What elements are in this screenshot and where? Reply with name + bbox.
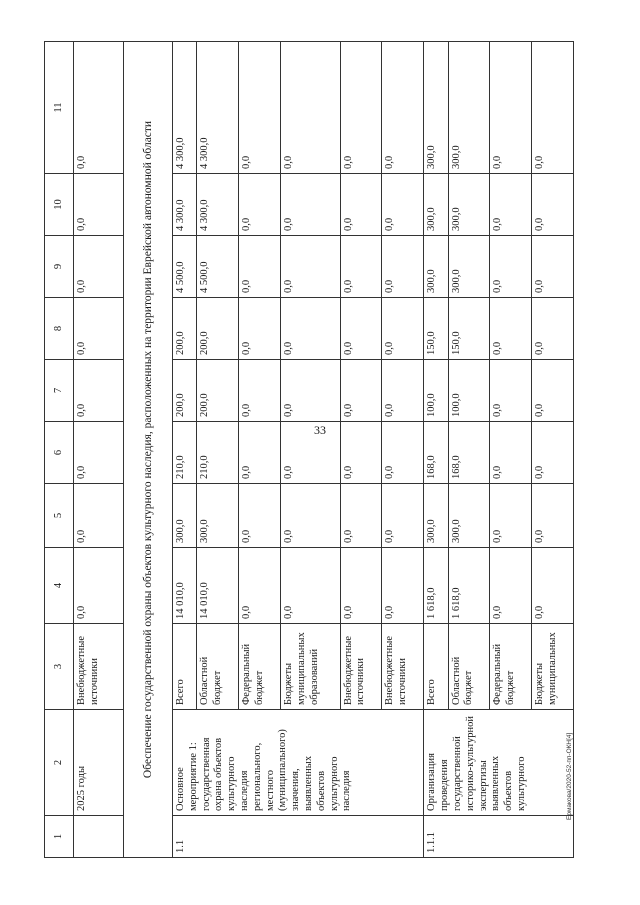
page-number: 33 [314, 423, 326, 437]
column-header: 8 [45, 298, 74, 360]
continuation-row [74, 42, 124, 858]
table-body [45, 42, 574, 858]
value-cell: 0,0 [74, 484, 124, 548]
section-title: Обеспечение государственной охраны объектов культурного наследия, расположенных на территории Еврейской автономной области [124, 42, 173, 858]
value-cell: 0,0 [340, 484, 382, 548]
value-cell: 0,0 [382, 422, 424, 484]
value-cell: 200,0 [173, 360, 197, 422]
value-cell: 100,0 [448, 360, 490, 422]
value-cell: 150,0 [424, 298, 448, 360]
value-cell: 210,0 [173, 422, 197, 484]
value-cell: 0,0 [340, 422, 382, 484]
value-cell: 0,0 [239, 42, 281, 174]
value-cell: 4 300,0 [173, 174, 197, 236]
value-cell: 0,0 [74, 174, 124, 236]
value-cell: 0,0 [340, 236, 382, 298]
measure-name: Организация проведения государственной историко-культурной экспертизы выявленных объектов культурного [424, 710, 574, 816]
value-cell: 0,0 [490, 236, 532, 298]
value-cell: 0,0 [340, 298, 382, 360]
value-cell: 0,0 [281, 422, 340, 484]
value-cell: 200,0 [197, 360, 239, 422]
value-cell: 0,0 [382, 548, 424, 624]
value-cell: 0,0 [532, 236, 574, 298]
table-row [424, 42, 448, 858]
value-cell: 210,0 [197, 422, 239, 484]
value-cell: 1 618,0 [424, 548, 448, 624]
funding-source: Внебюджетные источники [382, 624, 424, 710]
value-cell: 0,0 [490, 298, 532, 360]
value-cell: 0,0 [340, 174, 382, 236]
value-cell: 300,0 [424, 42, 448, 174]
value-cell: 0,0 [490, 484, 532, 548]
value-cell: 0,0 [74, 422, 124, 484]
period-cell: 2025 годы [74, 710, 124, 816]
value-cell: 0,0 [490, 548, 532, 624]
value-cell: 300,0 [448, 484, 490, 548]
value-cell: 0,0 [532, 174, 574, 236]
value-cell: 0,0 [490, 42, 532, 174]
value-cell: 0,0 [239, 422, 281, 484]
footer-code: Ермакова/2020-52-пп-ОКН[4] [566, 732, 573, 820]
value-cell: 0,0 [490, 360, 532, 422]
funding-source: Бюджеты муниципальных [532, 624, 574, 710]
budget-table [44, 41, 574, 858]
value-cell: 4 300,0 [173, 42, 197, 174]
measure-number: 1.1 [173, 816, 424, 858]
value-cell: 168,0 [448, 422, 490, 484]
value-cell: 0,0 [281, 360, 340, 422]
value-cell: 0,0 [281, 298, 340, 360]
value-cell: 200,0 [197, 298, 239, 360]
value-cell: 0,0 [382, 484, 424, 548]
funding-source: Федеральный бюджет [239, 624, 281, 710]
value-cell: 0,0 [490, 174, 532, 236]
column-header: 1 [45, 816, 74, 858]
value-cell: 0,0 [532, 422, 574, 484]
column-header: 11 [45, 42, 74, 174]
value-cell: 0,0 [532, 42, 574, 174]
value-cell: 0,0 [382, 360, 424, 422]
value-cell: 0,0 [382, 174, 424, 236]
column-header: 5 [45, 484, 74, 548]
value-cell: 0,0 [382, 42, 424, 174]
value-cell: 300,0 [424, 484, 448, 548]
value-cell: 168,0 [424, 422, 448, 484]
value-cell: 300,0 [424, 174, 448, 236]
value-cell: 0,0 [74, 42, 124, 174]
value-cell: 0,0 [239, 298, 281, 360]
value-cell: 4 500,0 [197, 236, 239, 298]
value-cell: 300,0 [197, 484, 239, 548]
value-cell: 0,0 [239, 484, 281, 548]
funding-source: Областной бюджет [197, 624, 239, 710]
column-header: 3 [45, 624, 74, 710]
value-cell: 0,0 [382, 298, 424, 360]
value-cell: 0,0 [239, 174, 281, 236]
column-header-row [45, 42, 74, 858]
funding-source: Областной бюджет [448, 624, 490, 710]
value-cell: 0,0 [532, 360, 574, 422]
row-number-cell [74, 816, 124, 858]
value-cell: 0,0 [239, 548, 281, 624]
value-cell: 300,0 [448, 174, 490, 236]
value-cell: 0,0 [239, 360, 281, 422]
column-header: 10 [45, 174, 74, 236]
measure-number: 1.1.1 [424, 816, 574, 858]
value-cell: 100,0 [424, 360, 448, 422]
value-cell: 300,0 [424, 236, 448, 298]
value-cell: 150,0 [448, 298, 490, 360]
table-row [173, 42, 197, 858]
value-cell: 0,0 [74, 548, 124, 624]
funding-source: Бюджеты муниципальных образований [281, 624, 340, 710]
value-cell: 0,0 [281, 484, 340, 548]
value-cell: 0,0 [74, 236, 124, 298]
value-cell: 0,0 [340, 548, 382, 624]
value-cell: 14 010,0 [173, 548, 197, 624]
value-cell: 0,0 [74, 298, 124, 360]
value-cell: 0,0 [74, 360, 124, 422]
source-cell: Внебюджетные источники [74, 624, 124, 710]
value-cell: 0,0 [532, 484, 574, 548]
section-title-row [124, 42, 173, 858]
funding-source: Всего [173, 624, 197, 710]
value-cell: 14 010,0 [197, 548, 239, 624]
value-cell: 0,0 [532, 548, 574, 624]
funding-source: Федеральный бюджет [490, 624, 532, 710]
value-cell: 0,0 [281, 42, 340, 174]
value-cell: 300,0 [173, 484, 197, 548]
column-header: 9 [45, 236, 74, 298]
value-cell: 0,0 [490, 422, 532, 484]
rotated-table-container [44, 42, 574, 858]
value-cell: 0,0 [340, 360, 382, 422]
value-cell: 300,0 [448, 236, 490, 298]
column-header: 7 [45, 360, 74, 422]
funding-source: Внебюджетные источники [340, 624, 382, 710]
value-cell: 300,0 [448, 42, 490, 174]
column-header: 2 [45, 710, 74, 816]
value-cell: 4 500,0 [173, 236, 197, 298]
column-header: 4 [45, 548, 74, 624]
column-header: 6 [45, 422, 74, 484]
value-cell: 4 300,0 [197, 174, 239, 236]
value-cell: 0,0 [382, 236, 424, 298]
value-cell: 0,0 [281, 174, 340, 236]
value-cell: 0,0 [532, 298, 574, 360]
value-cell: 4 300,0 [197, 42, 239, 174]
value-cell: 1 618,0 [448, 548, 490, 624]
value-cell: 0,0 [239, 236, 281, 298]
value-cell: 0,0 [281, 548, 340, 624]
value-cell: 0,0 [340, 42, 382, 174]
funding-source: Всего [424, 624, 448, 710]
value-cell: 0,0 [281, 236, 340, 298]
measure-name: Основное мероприятие 1: государственная охрана объектов культурного наследия регионального, местного (муниципального) значения, выявленных объектов культурного наследия [173, 710, 424, 816]
value-cell: 200,0 [173, 298, 197, 360]
